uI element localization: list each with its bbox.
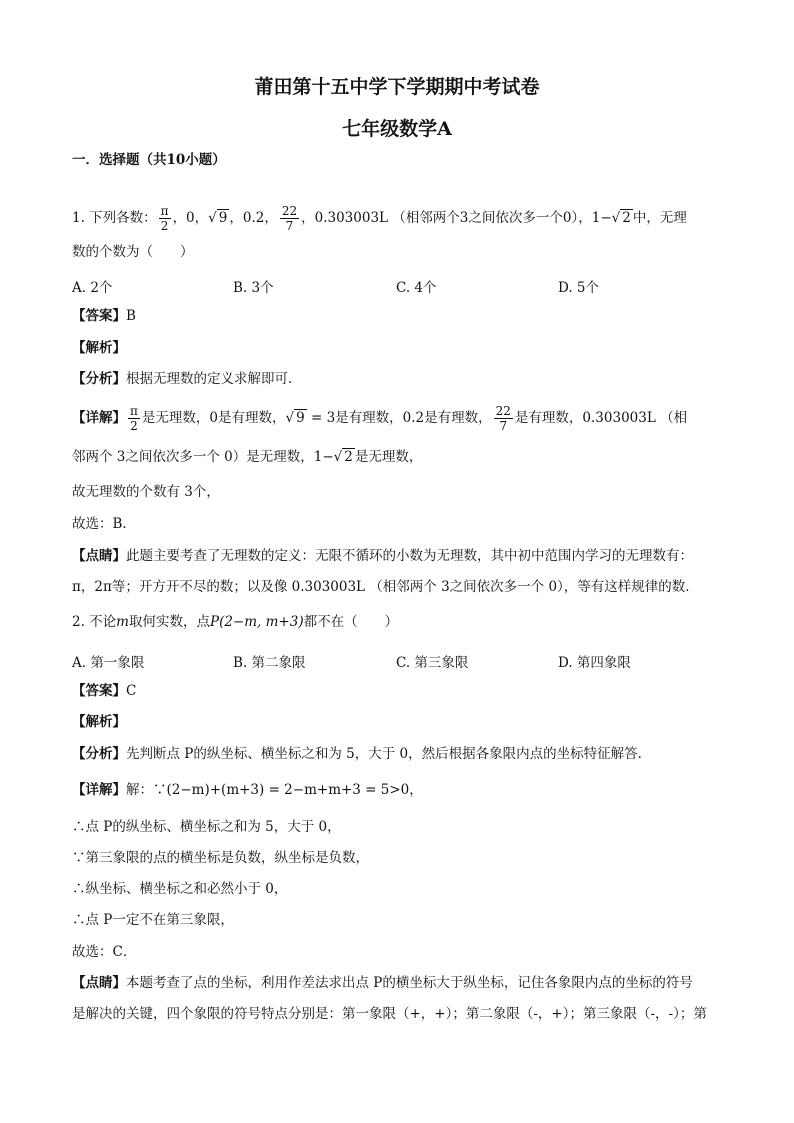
q1-detail-frac-pi-num: π xyxy=(130,404,138,418)
q1-detail-frac-22-num: 22 xyxy=(495,404,511,418)
q1-detail-sqrt9: √ 9 xyxy=(285,410,305,426)
q1-sqrt2-rad: 2 xyxy=(622,210,631,226)
q1-detail-d3: 是有理数，0.303003L （相 xyxy=(514,410,688,426)
q1-frac-pi-den: 2 xyxy=(160,219,169,233)
q2-comment-line1 xyxy=(72,974,693,992)
q2-point: P(2−m, m+3) xyxy=(209,614,304,630)
q1-detail-frac-7-den: 7 xyxy=(499,419,508,433)
q2-option-c[interactable]: C. 第三象限 xyxy=(396,655,469,671)
q1-detail-sqrt2: √ 2 xyxy=(333,449,353,465)
q2-option-d[interactable]: D. 第四象限 xyxy=(558,655,631,671)
q2-answer-tag: 【答案】 xyxy=(72,683,126,699)
q2-option-b[interactable]: B. 第二象限 xyxy=(233,655,306,671)
q2-detail-tag: 【详解】 xyxy=(72,782,126,798)
q2-comment-line2: 是解决的关键，四个象限的符号特点分别是：第一象限（+，+）；第二象限（-，+）；第三象限（-，-）；第 xyxy=(72,1006,707,1022)
q2-var-m: m xyxy=(116,614,129,630)
q1-lead: 1. 下列各数： xyxy=(72,210,157,226)
q1-stem-line2: 数的个数为（ ） xyxy=(72,244,194,260)
q2-answer-line xyxy=(72,682,136,700)
q1-option-b[interactable]: B. 3个 xyxy=(233,280,274,296)
q1-comment-line1 xyxy=(72,547,693,565)
q1-detail-d2: = 3是有理数，0.2是有理数， xyxy=(306,410,492,426)
q2-step-4: ∴点 P一定不在第三象限， xyxy=(72,912,234,928)
q1-fenxi: 根据无理数的定义求解即可． xyxy=(126,371,302,387)
q1-analysis-tag: 【解析】 xyxy=(72,340,126,356)
q2-step-3: ∴纵坐标、横坐标之和必然小于 0， xyxy=(72,881,288,897)
q1-detail-frac-pi xyxy=(128,404,140,433)
q1-fenxi-tag: 【分析】 xyxy=(72,371,126,387)
section-heading: 一．选择题（共10小题） xyxy=(72,152,226,168)
q1-stem-line1 xyxy=(72,204,687,233)
q1-frac-7-den: 7 xyxy=(285,219,294,233)
q1-answer-line xyxy=(72,307,136,325)
q1-detail-line4: 故选：B． xyxy=(72,516,136,532)
q1-sep1: ，0， xyxy=(172,210,209,226)
q1-comment-line2: π，2π等；开方开不尽的数；以及像 0.303003L （相邻两个 3之间依次多一个 0），等有这样规律的数． xyxy=(72,579,699,595)
q1-detail-d4-end: 是无理数， xyxy=(354,449,423,465)
q1-detail-d4-prefix: 1− xyxy=(313,449,334,465)
q2-comment1: 本题考查了点的坐标，利用作差法求出点 P的横坐标大于纵坐标，记住各象限内点的坐标的符号 xyxy=(126,975,693,991)
q1-detail-sqrt9-rad: 9 xyxy=(296,410,305,426)
q2-stem xyxy=(72,613,398,631)
q2-mid: 取何实数，点 xyxy=(128,614,210,630)
exam-title: 莆田第十五中学下学期期中考试卷 xyxy=(254,76,540,98)
q1-end: 中，无理 xyxy=(632,210,687,226)
q2-fenxi: 先判断点 P的纵坐标、横坐标之和为 5，大于 0，然后根据各象限内点的坐标特征解答． xyxy=(126,746,652,762)
q1-sqrt9-rad: 9 xyxy=(218,210,228,226)
q1-frac-pi xyxy=(159,204,171,233)
q2-detail-line xyxy=(72,781,423,799)
exam-subtitle: 七年级数学A xyxy=(342,118,452,140)
q1-sqrt2: √ 2 xyxy=(611,210,631,226)
q2-comment-tag: 【点睛】 xyxy=(72,975,126,991)
q1-frac-22-7 xyxy=(280,204,299,233)
q2-step-2: ∵第三象限的点的横坐标是负数，纵坐标是负数， xyxy=(72,850,369,866)
q1-comment1: 此题主要考查了无理数的定义：无限不循环的小数为无理数，其中初中范围内学习的无理数有： xyxy=(126,548,693,564)
q1-option-d[interactable]: D. 5个 xyxy=(558,280,600,296)
q1-answer-tag: 【答案】 xyxy=(72,308,126,324)
q1-expr-prefix: 1− xyxy=(591,210,612,226)
q1-option-a[interactable]: A. 2个 xyxy=(72,280,113,296)
q1-detail-d1: 是无理数，0是有理数， xyxy=(141,410,286,426)
q1-frac-pi-num: π xyxy=(160,204,169,218)
q1-answer: B xyxy=(126,308,136,324)
q1-frac-22-num: 22 xyxy=(281,204,298,218)
q1-comment-tag: 【点睛】 xyxy=(72,548,126,564)
q2-step-5: 故选：C． xyxy=(72,944,137,960)
q2-detail-formula: 解：∵(2−m)+(m+3) = 2−m+m+3 = 5>0， xyxy=(126,782,423,798)
q2-lead: 2. 不论 xyxy=(72,614,117,630)
q1-detail-frac-22-7 xyxy=(494,404,513,433)
q1-detail-line2 xyxy=(72,448,422,466)
q2-option-a[interactable]: A. 第一象限 xyxy=(72,655,145,671)
q1-detail-sqrt2-rad: 2 xyxy=(344,449,353,465)
q1-sep2: ，0.2， xyxy=(229,210,278,226)
q2-analysis-tag: 【解析】 xyxy=(72,714,126,730)
q1-tail: ，0.303003L （相邻两个3之间依次多一个0）， xyxy=(301,210,592,226)
q1-option-c[interactable]: C. 4个 xyxy=(396,280,437,296)
q1-detail-line3: 故无理数的个数有 3个， xyxy=(72,484,220,500)
q2-fenxi-line xyxy=(72,745,651,763)
q1-detail-d4: 邻两个 3之间依次多一个 0）是无理数， xyxy=(72,449,314,465)
q1-fenxi-line xyxy=(72,370,302,388)
q1-sqrt9: √ 9 xyxy=(208,210,228,226)
q1-detail-frac-pi-den: 2 xyxy=(130,419,138,433)
q2-fenxi-tag: 【分析】 xyxy=(72,746,126,762)
q1-detail-tag: 【详解】 xyxy=(72,410,126,426)
q2-end: 都不在（ ） xyxy=(303,614,399,630)
q1-detail-line1 xyxy=(72,404,687,433)
q2-step-1: ∴点 P的纵坐标、横坐标之和为 5，大于 0， xyxy=(72,819,341,835)
q2-answer: C xyxy=(126,683,137,699)
